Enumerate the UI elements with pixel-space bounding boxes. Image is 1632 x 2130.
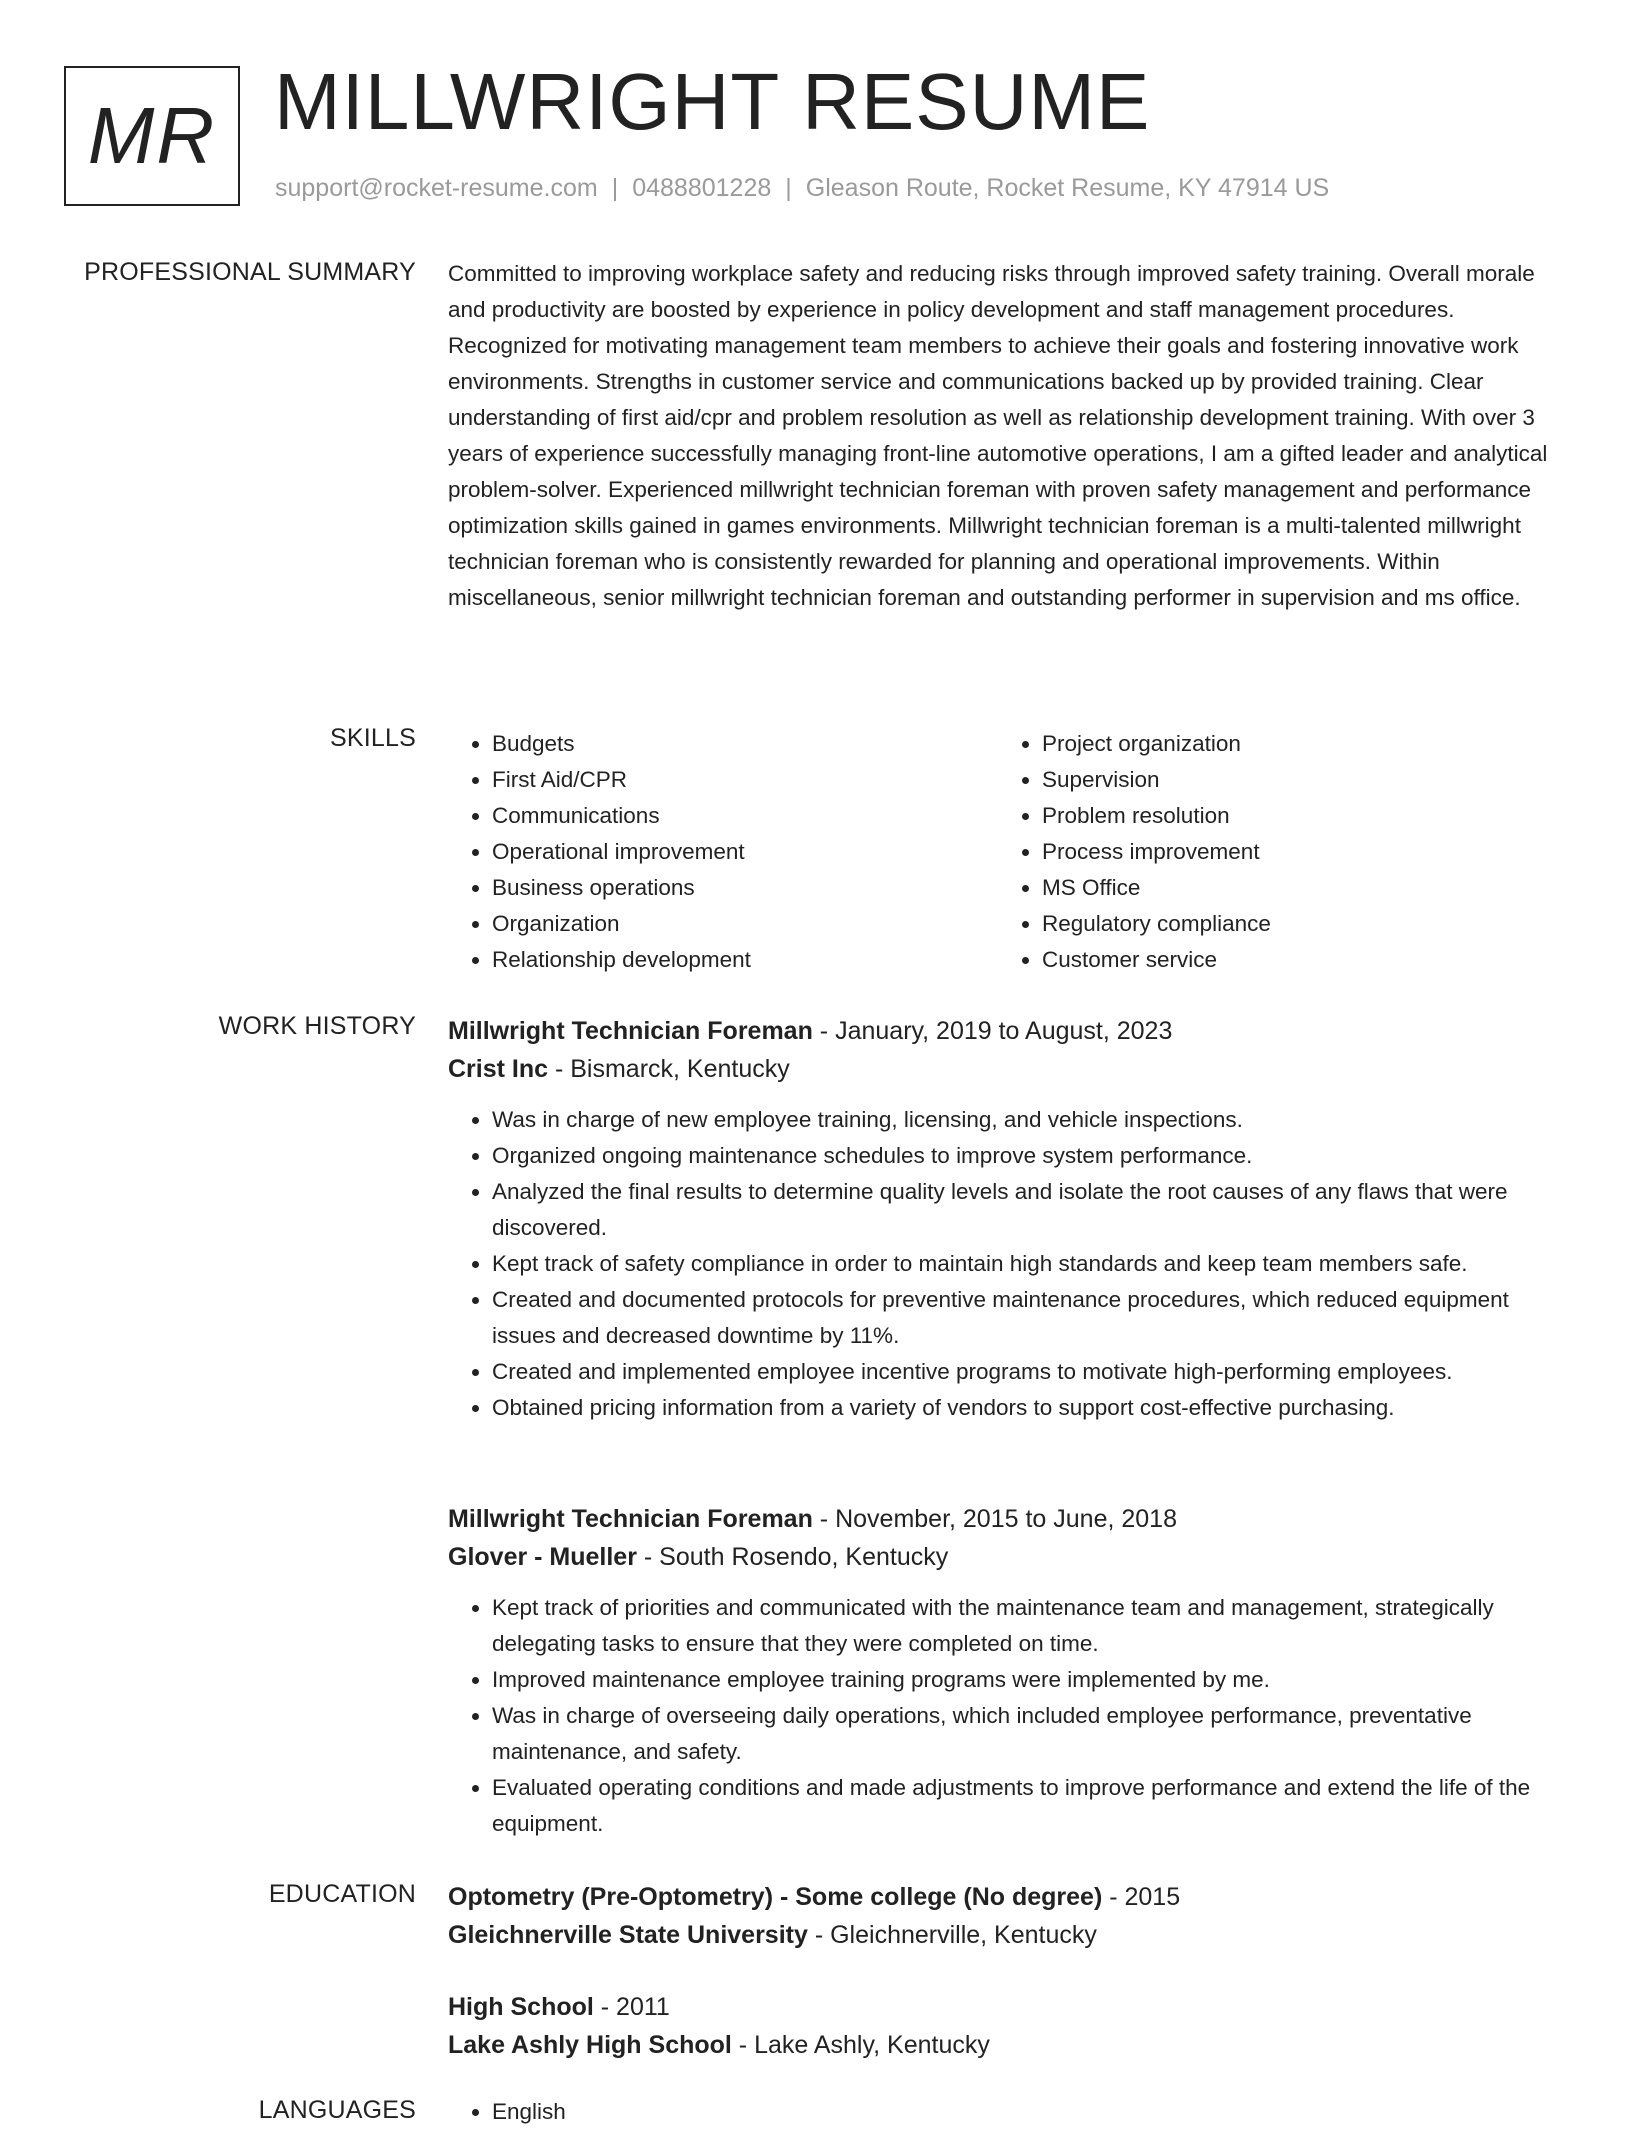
job-bullets: [448, 1590, 1568, 1842]
job-bullet: • Created and documented protocols for preventive maintenance procedures, which reduced equipment issues and decreased downtime by 11%.: [492, 1282, 1568, 1354]
job-company: Crist Inc: [448, 1055, 549, 1083]
languages-list: [448, 2094, 1568, 2130]
job-bullet: • Kept track of priorities and communicated with the maintenance team and management, strategically delegating tasks to ensure that they were completed on time.: [492, 1590, 1568, 1662]
job-bullet: • Analyzed the final results to determine quality levels and isolate the root causes of any flaws that were discovered.: [492, 1174, 1568, 1246]
skills-section: [448, 726, 1568, 978]
job-bullet: • Was in charge of overseeing daily operations, which included employee performance, preventative maintenance, and safety.: [492, 1698, 1568, 1770]
skill-item: • Communications: [492, 798, 998, 834]
job-company-line: [448, 1538, 1568, 1576]
job-bullets: [448, 1102, 1568, 1426]
skill-item: • Process improvement: [1042, 834, 1548, 870]
contact-separator: |: [611, 174, 619, 202]
job-entry: [448, 1012, 1568, 1426]
skill-item: • Budgets: [492, 726, 998, 762]
contact-separator: |: [785, 174, 792, 202]
job-location: - Bismarck, Kentucky: [548, 1055, 790, 1083]
resume-title: MILLWRIGHT RESUME: [274, 57, 1151, 146]
education-heading: EDUCATION: [268, 1880, 416, 1908]
summary-heading: PROFESSIONAL SUMMARY: [84, 258, 416, 286]
degree-year: - 2011: [593, 1993, 670, 2021]
job-company-line: [448, 1050, 1568, 1088]
job-title-line: [448, 1500, 1568, 1538]
skill-item: • Operational improvement: [492, 834, 998, 870]
degree-line: [448, 1878, 1568, 1916]
job-entry: [448, 1500, 1568, 1842]
job-title: Millwright Technician Foreman: [448, 1017, 813, 1045]
school-location: - Lake Ashly, Kentucky: [731, 2031, 990, 2059]
school-line: [448, 2026, 1568, 2064]
job-bullet: • Created and implemented employee incentive programs to motivate high-performing employees.: [492, 1354, 1568, 1390]
job-company: Glover - Mueller: [448, 1543, 637, 1571]
degree-name: High School: [448, 1993, 594, 2021]
work-history-heading: WORK HISTORY: [218, 1012, 416, 1040]
job-title: Millwright Technician Foreman: [448, 1505, 813, 1533]
job-dates: - November, 2015 to June, 2018: [812, 1505, 1177, 1533]
contact-phone: 0488801228: [632, 174, 772, 202]
skill-item: • Organization: [492, 906, 998, 942]
skills-heading: SKILLS: [330, 724, 416, 752]
education-entry: [448, 1988, 1568, 2064]
summary-text: Committed to improving workplace safety and reducing risks through improved safety training. Overall morale and productivity are boosted by experience in policy development and staff management procedures. Recognized for motivating management team members to achieve their goals and fostering innovative work environments. Strengths in customer service and communications backed up by provided training. Clear understanding of first aid/cpr and problem resolution as well as relationship development training. With over 3 years of experience successfully managing front-line automotive operations, I am a gifted leader and analytical problem-solver. Experienced millwright technician foreman with proven safety management and performance optimization skills gained in games environments. Millwright technician foreman is a multi-talented millwright technician foreman who is consistently rewarded for planning and operational improvements. Within miscellaneous, senior millwright technician foreman and outstanding performer in supervision and ms office.: [448, 261, 1548, 610]
contact-address: Gleason Route, Rocket Resume, KY 47914 US: [805, 174, 1330, 202]
job-location: - South Rosendo, Kentucky: [636, 1543, 949, 1571]
summary-section: [448, 256, 1568, 616]
school-location: - Gleichnerville, Kentucky: [807, 1921, 1097, 1949]
job-bullet: • Evaluated operating conditions and made adjustments to improve performance and extend the life of the equipment.: [492, 1770, 1568, 1842]
skill-item: • Supervision: [1042, 762, 1548, 798]
degree-year: - 2015: [1102, 1883, 1181, 1911]
skill-item: • Relationship development: [492, 942, 998, 978]
initials-monogram: MR: [64, 66, 240, 206]
job-bullet: • Kept track of safety compliance in order to maintain high standards and keep team members safe.: [492, 1246, 1568, 1282]
contact-line: [275, 174, 1329, 203]
school-name: Gleichnerville State University: [448, 1921, 808, 1949]
skills-list-left: [448, 726, 998, 978]
skill-item: • Problem resolution: [1042, 798, 1548, 834]
education-entry: [448, 1878, 1568, 1954]
job-bullet: • Organized ongoing maintenance schedules to improve system performance.: [492, 1138, 1568, 1174]
skill-item: • MS Office: [1042, 870, 1548, 906]
school-name: Lake Ashly High School: [448, 2031, 732, 2059]
school-line: [448, 1916, 1568, 1954]
degree-name: Optometry (Pre-Optometry) - Some college (No degree): [448, 1883, 1103, 1911]
job-dates: - January, 2019 to August, 2023: [812, 1017, 1173, 1045]
skill-item: • Business operations: [492, 870, 998, 906]
skill-item: • Customer service: [1042, 942, 1548, 978]
job-title-line: [448, 1012, 1568, 1050]
skill-item: • Project organization: [1042, 726, 1548, 762]
skill-item: • Regulatory compliance: [1042, 906, 1548, 942]
job-bullet: • Obtained pricing information from a variety of vendors to support cost-effective purchasing.: [492, 1390, 1568, 1426]
skills-list-right: [998, 726, 1548, 978]
degree-line: [448, 1988, 1568, 2026]
languages-heading: LANGUAGES: [258, 2096, 416, 2124]
languages-section: [448, 2094, 1568, 2130]
job-bullet: • Was in charge of new employee training, licensing, and vehicle inspections.: [492, 1102, 1568, 1138]
contact-email: support@rocket-resume.com: [275, 174, 598, 202]
job-bullet: • Improved maintenance employee training programs were implemented by me.: [492, 1662, 1568, 1698]
skill-item: • First Aid/CPR: [492, 762, 998, 798]
language-item: • English: [492, 2094, 1568, 2130]
